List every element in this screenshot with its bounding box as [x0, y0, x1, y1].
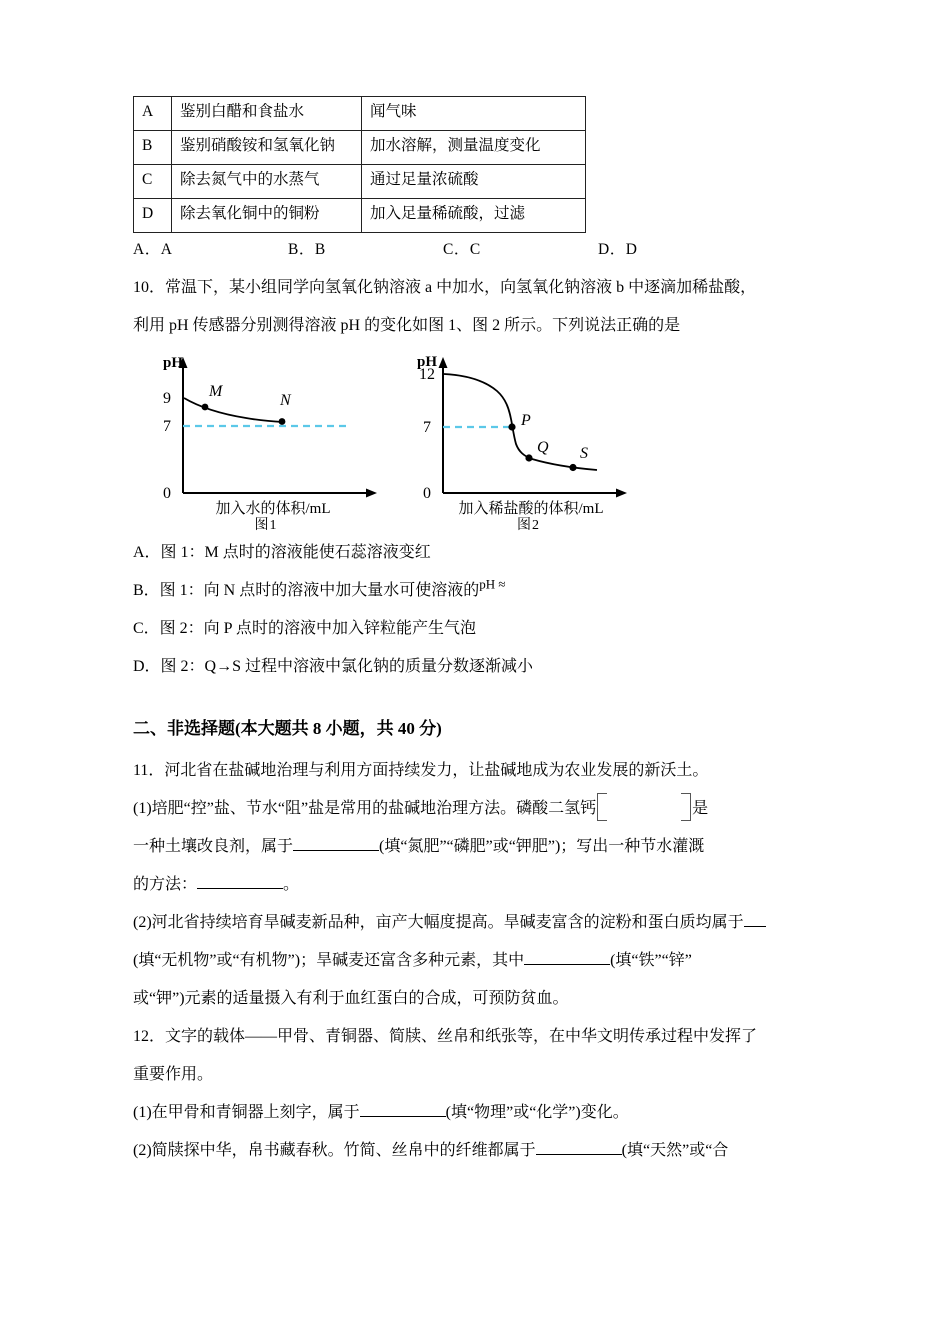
figure-1-point-n: [279, 418, 286, 425]
experiment-option-table: [133, 96, 586, 233]
figure-1: [141, 351, 391, 534]
q11-p2-text-a: (2)河北省持续培育旱碱麦新品种，亩产大幅度提高。旱碱麦富含的淀粉和蛋白质均属于: [133, 914, 744, 931]
table-row: [134, 97, 586, 131]
q11-p1-text-f: 。: [283, 876, 300, 893]
figure-1-ytick-0: 0: [163, 485, 171, 502]
row-method: 通过足量浓硫酸: [362, 165, 586, 199]
figure-2-label-s: S: [580, 445, 588, 462]
row-goal: 鉴别硝酸铵和氢氧化钠: [172, 131, 362, 165]
figure-2-ylabel: pH: [417, 354, 438, 370]
figure-2-ytick-7: 7: [423, 419, 431, 436]
question-11-part2-cont: [133, 942, 833, 980]
row-method: 加入足量稀硫酸，过滤: [362, 199, 586, 233]
answer-blank[interactable]: [744, 912, 766, 927]
answer-blank[interactable]: [197, 874, 283, 889]
figure-1-label-n: N: [280, 392, 291, 409]
figure-1-curve: [184, 398, 283, 422]
question-10-option-c[interactable]: C．图 2：向 P 点时的溶液中加入锌粒能产生气泡: [133, 620, 476, 637]
question-12-stem: 12．文字的载体——甲骨、青铜器、简牍、丝帛和纸张等，在中华文明传承过程中发挥了: [133, 1028, 758, 1045]
figure-2-point-p: [508, 423, 515, 430]
question-11-part1-cont: [133, 828, 833, 866]
figure-2-point-q: [525, 454, 532, 461]
answer-blank[interactable]: [293, 836, 379, 851]
question-10-line-1: 10．常温下，某小组同学向氢氧化钠溶液 a 中加水，向氢氧化钠溶液 b 中逐滴加稀盐酸，: [133, 279, 757, 296]
figure-1-ylabel: pH: [163, 355, 184, 371]
choice-d[interactable]: D．D: [598, 241, 638, 258]
q11-p1-text-c: 一种土壤改良剂，属于: [133, 838, 294, 855]
figure-1-ytick-9: 9: [163, 390, 171, 407]
option-b-text: B．图 1：向 N 点时的溶液中加大量水可使溶液的: [133, 582, 480, 599]
figure-2-label-q: Q: [537, 439, 549, 456]
q12-p1-text-a: (1)在甲骨和青铜器上刻字，属于: [133, 1104, 360, 1121]
answer-blank[interactable]: [536, 1140, 622, 1155]
figure-2-caption: 图2: [517, 518, 540, 533]
q11-p1-text-e: 的方法：: [133, 876, 198, 893]
figure-1-chart: [141, 351, 391, 516]
figure-2-label-p: P: [521, 412, 531, 429]
choice-a[interactable]: A．A: [133, 241, 173, 258]
figure-2-point-s: [569, 464, 576, 471]
page-content: [133, 96, 833, 1170]
question-11-part1-cont2: [133, 866, 833, 904]
question-12-part1: [133, 1094, 833, 1132]
figure-2-ytick-0: 0: [423, 485, 431, 502]
figure-2-chart: [401, 351, 656, 516]
question-10-option-b[interactable]: [133, 572, 833, 610]
q12-p2-text-a: (2)简牍探中华，帛书藏春秋。竹简、丝帛中的纤维都属于: [133, 1142, 536, 1159]
row-goal: 除去氧化铜中的铜粉: [172, 199, 362, 233]
figure-2: [401, 351, 656, 534]
option-b-superscript: pH ≈: [479, 576, 506, 592]
figure-1-point-m: [202, 404, 209, 411]
choice-b[interactable]: B．B: [288, 241, 326, 258]
figure-2-xlabel: 加入稀盐酸的体积/mL: [458, 501, 604, 516]
q11-p1-text-b: 是: [692, 800, 709, 817]
answer-choice-row: [133, 237, 753, 259]
section-2-heading: 二、非选择题(本大题共 8 小题，共 40 分): [133, 719, 442, 738]
figure-1-caption: 图1: [254, 518, 278, 533]
question-12-stem-cont: 重要作用。: [133, 1066, 214, 1083]
table-row: [134, 165, 586, 199]
question-11-part1: [133, 790, 833, 828]
row-label: B: [134, 131, 172, 165]
q11-p2-text-b: (填“无机物”或“有机物”)；旱碱麦还富含多种元素，其中: [133, 952, 525, 969]
figure-1-xlabel: 加入水的体积/mL: [215, 501, 331, 516]
question-12-part2: [133, 1132, 833, 1170]
row-label: A: [134, 97, 172, 131]
figure-2-ytick-12: 12: [419, 366, 435, 383]
row-label: D: [134, 199, 172, 233]
q11-p2-text-c: (填“铁”“锌”: [610, 952, 692, 969]
q11-p1-text-a: (1)培肥“控”盐、节水“阻”盐是常用的盐碱地治理方法。磷酸二氢钙: [133, 800, 597, 817]
q12-p2-text-b: (填“天然”或“合: [621, 1142, 729, 1159]
q12-p1-text-b: (填“物理”或“化学”)变化。: [445, 1104, 629, 1121]
figure-1-ytick-7: 7: [163, 418, 171, 435]
row-label: C: [134, 165, 172, 199]
question-10-option-a[interactable]: A．图 1：M 点时的溶液能使石蕊溶液变红: [133, 544, 431, 561]
answer-blank[interactable]: [524, 950, 610, 965]
figure-group: [141, 351, 833, 534]
choice-c[interactable]: C．C: [443, 241, 481, 258]
question-10-option-d[interactable]: D．图 2：Q→S 过程中溶液中氯化钠的质量分数逐渐减小: [133, 658, 534, 675]
row-method: 加水溶解，测量温度变化: [362, 131, 586, 165]
answer-blank[interactable]: [360, 1102, 446, 1117]
q11-p1-text-d: (填“氮肥”“磷肥”或“钾肥”)；写出一种节水灌溉: [379, 838, 705, 855]
figure-1-label-m: M: [209, 383, 223, 400]
row-method: 闻气味: [362, 97, 586, 131]
formula-placeholder-box: [597, 793, 691, 819]
row-goal: 鉴别白醋和食盐水: [172, 97, 362, 131]
question-10-line-2: 利用 pH 传感器分别测得溶液 pH 的变化如图 1、图 2 所示。下列说法正确的是: [133, 317, 681, 334]
table-row: [134, 131, 586, 165]
question-11-part2: [133, 904, 833, 942]
question-11-stem: 11．河北省在盐碱地治理与利用方面持续发力，让盐碱地成为农业发展的新沃土。: [133, 762, 709, 779]
question-11-part2-cont2: 或“钾”)元素的适量摄入有利于血红蛋白的合成，可预防贫血。: [133, 990, 569, 1007]
row-goal: 除去氮气中的水蒸气: [172, 165, 362, 199]
table-row: [134, 199, 586, 233]
